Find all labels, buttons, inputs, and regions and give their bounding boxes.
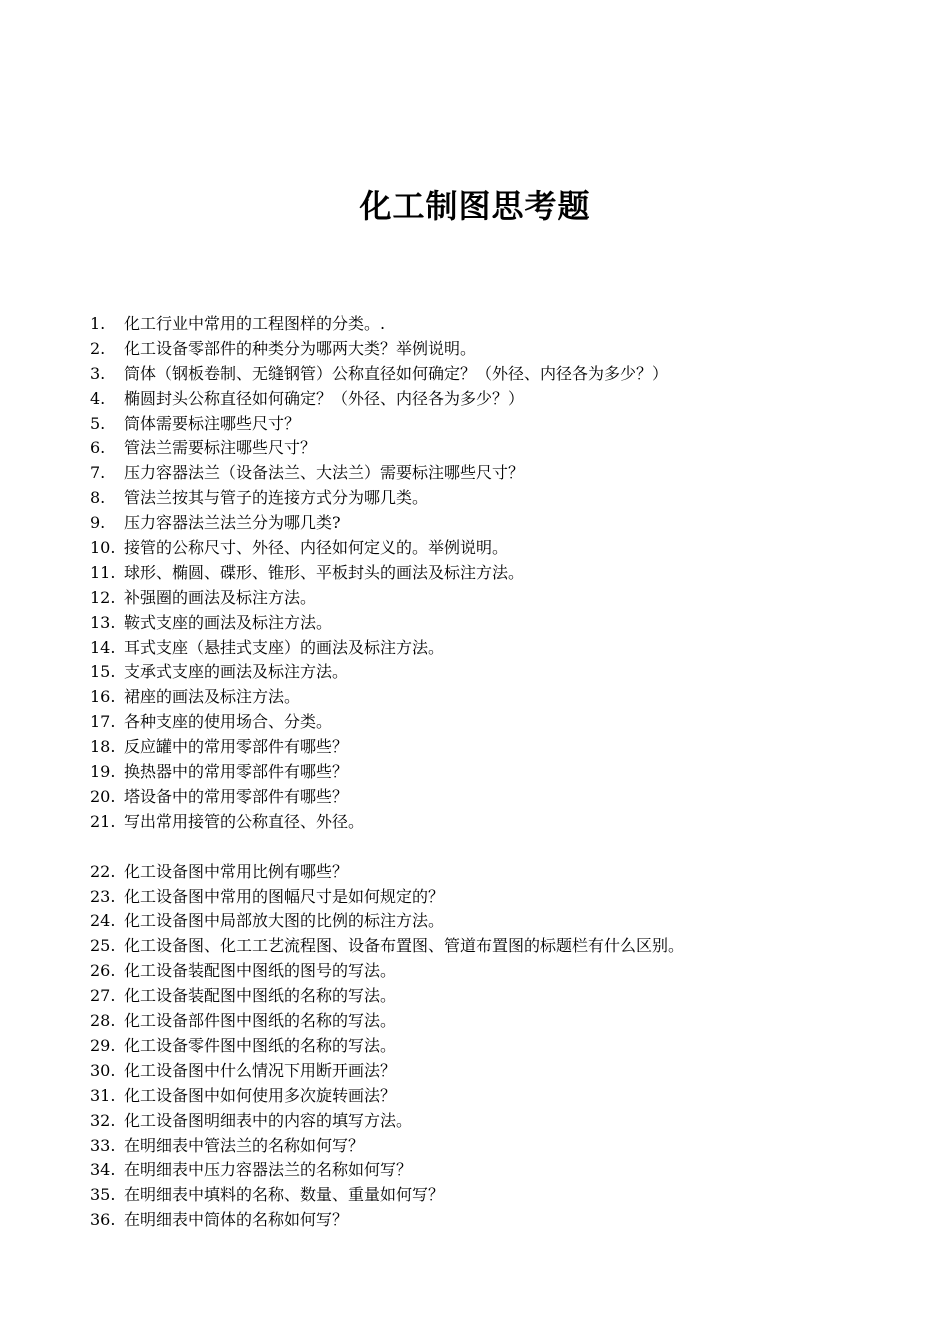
item-number: 10. — [90, 538, 116, 558]
list-item — [90, 1009, 920, 1034]
list-item — [90, 785, 920, 810]
item-number: 13. — [90, 612, 116, 632]
item-number: 9. — [90, 513, 106, 533]
item-number: 33. — [90, 1135, 116, 1155]
item-number: 18. — [90, 737, 116, 757]
list-item — [90, 660, 920, 685]
list-item — [90, 561, 920, 586]
list-item — [90, 760, 920, 785]
list-item — [90, 337, 920, 362]
item-text: 化工设备零部件的种类分为哪两大类？举例说明。 — [124, 338, 477, 358]
list-item — [90, 909, 920, 934]
list-item — [90, 586, 920, 611]
item-text: 化工设备图中局部放大图的比例的标注方法。 — [124, 911, 445, 931]
item-number: 6. — [90, 438, 106, 458]
item-number: 16. — [90, 687, 116, 707]
item-number: 35. — [90, 1185, 116, 1205]
item-number: 11. — [90, 562, 116, 582]
list-item — [90, 1183, 920, 1208]
list-item — [90, 984, 920, 1009]
item-text: 化工设备图中什么情况下用断开画法？ — [124, 1060, 397, 1080]
item-number: 20. — [90, 786, 116, 806]
item-text: 各种支座的使用场合、分类。 — [124, 712, 333, 732]
item-number: 12. — [90, 587, 116, 607]
item-number: 5. — [90, 413, 106, 433]
item-number: 28. — [90, 1011, 116, 1031]
item-text: 化工设备图、化工工艺流程图、设备布置图、管道布置图的标题栏有什么区别。 — [124, 936, 685, 956]
list-item — [90, 1059, 920, 1084]
list-item — [90, 412, 920, 437]
item-text: 压力容器法兰法兰分为哪几类? — [124, 513, 341, 533]
item-number: 21. — [90, 811, 116, 831]
list-item — [90, 461, 920, 486]
item-text: 塔设备中的常用零部件有哪些？ — [124, 786, 349, 806]
list-item — [90, 1109, 920, 1134]
list-item — [90, 885, 920, 910]
item-text: 在明细表中压力容器法兰的名称如何写？ — [124, 1160, 413, 1180]
item-number: 2. — [90, 338, 106, 358]
item-number: 31. — [90, 1085, 116, 1105]
page-title: 化工制图思考题 — [359, 187, 591, 225]
item-text: 管法兰需要标注哪些尺寸？ — [124, 438, 317, 458]
list-item — [90, 486, 920, 511]
item-text: 在明细表中筒体的名称如何写？ — [124, 1210, 349, 1230]
list-item — [90, 1158, 920, 1183]
list-item — [90, 685, 920, 710]
item-number: 34. — [90, 1160, 116, 1180]
list-item — [90, 1034, 920, 1059]
item-text: 鞍式支座的画法及标注方法。 — [124, 612, 333, 632]
item-text: 化工设备部件图中图纸的名称的写法。 — [124, 1011, 397, 1031]
item-text: 在明细表中填料的名称、数量、重量如何写？ — [124, 1185, 445, 1205]
item-text: 裙座的画法及标注方法。 — [124, 687, 301, 707]
item-number: 7. — [90, 463, 106, 483]
section-gap — [90, 835, 920, 860]
list-item — [90, 860, 920, 885]
item-number: 27. — [90, 986, 116, 1006]
item-text: 椭圆封头公称直径如何确定？（外径、内径各为多少？） — [124, 388, 525, 408]
item-number: 26. — [90, 961, 116, 981]
item-number: 23. — [90, 886, 116, 906]
item-text: 压力容器法兰（设备法兰、大法兰）需要标注哪些尺寸？ — [124, 463, 525, 483]
item-text: 在明细表中管法兰的名称如何写？ — [124, 1135, 365, 1155]
item-number: 30. — [90, 1060, 116, 1080]
item-text: 管法兰按其与管子的连接方式分为哪几类。 — [124, 488, 429, 508]
list-item — [90, 511, 920, 536]
item-text: 筒体需要标注哪些尺寸？ — [124, 413, 301, 433]
item-text: 化工设备装配图中图纸的图号的写法。 — [124, 961, 397, 981]
list-item — [90, 1208, 920, 1233]
item-number: 1. — [90, 314, 106, 333]
list-item — [90, 536, 920, 561]
list-item — [90, 710, 920, 735]
item-text: 化工设备图明细表中的内容的填写方法。 — [124, 1110, 413, 1130]
item-text: 球形、椭圆、碟形、锥形、平板封头的画法及标注方法。 — [124, 562, 525, 582]
item-number: 19. — [90, 762, 116, 782]
list-item — [90, 934, 920, 959]
list-item — [90, 1084, 920, 1109]
item-text: 接管的公称尺寸、外径、内径如何定义的。举例说明。 — [124, 538, 509, 558]
list-item — [90, 436, 920, 461]
item-number: 4. — [90, 388, 106, 408]
list-item — [90, 362, 920, 387]
item-number: 36. — [90, 1210, 116, 1230]
question-list — [90, 312, 920, 1233]
item-number: 22. — [90, 861, 116, 881]
list-item — [90, 636, 920, 661]
item-number: 25. — [90, 936, 116, 956]
list-item — [90, 810, 920, 835]
list-item — [90, 959, 920, 984]
item-number: 14. — [90, 637, 116, 657]
list-item — [90, 1134, 920, 1159]
item-number: 8. — [90, 488, 106, 508]
item-text: 耳式支座（悬挂式支座）的画法及标注方法。 — [124, 637, 445, 657]
list-item — [90, 611, 920, 636]
item-text: 化工设备图中如何使用多次旋转画法？ — [124, 1085, 397, 1105]
item-number: 24. — [90, 911, 116, 931]
item-text: 化工行业中常用的工程图样的分类。. — [124, 314, 386, 333]
item-number: 17. — [90, 712, 116, 732]
item-text: 补强圈的画法及标注方法。 — [124, 587, 317, 607]
item-text: 反应罐中的常用零部件有哪些？ — [124, 737, 349, 757]
list-item — [90, 387, 920, 412]
list-item — [90, 312, 920, 337]
item-text: 化工设备装配图中图纸的名称的写法。 — [124, 986, 397, 1006]
item-number: 32. — [90, 1110, 116, 1130]
item-number: 15. — [90, 662, 116, 682]
item-number: 29. — [90, 1035, 116, 1055]
item-number: 3. — [90, 363, 106, 383]
item-text: 筒体（钢板卷制、无缝钢管）公称直径如何确定？（外径、内径各为多少？） — [124, 363, 669, 383]
item-text: 化工设备零件图中图纸的名称的写法。 — [124, 1035, 397, 1055]
list-item — [90, 735, 920, 760]
item-text: 写出常用接管的公称直径、外径。 — [124, 811, 365, 831]
item-text: 化工设备图中常用的图幅尺寸是如何规定的？ — [124, 886, 445, 906]
item-text: 支承式支座的画法及标注方法。 — [124, 662, 349, 682]
item-text: 换热器中的常用零部件有哪些？ — [124, 762, 349, 782]
item-text: 化工设备图中常用比例有哪些？ — [124, 861, 349, 881]
